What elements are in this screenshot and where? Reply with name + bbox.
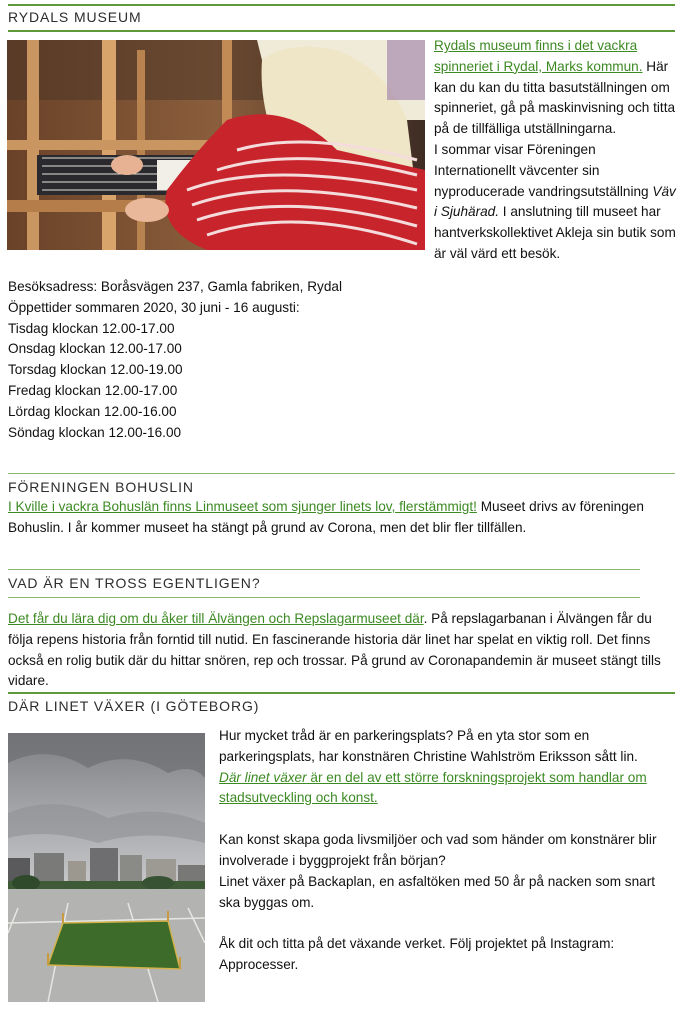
bohuslin-body: Museet drivs av föreningen Bohuslin. I år kommer museet ha stängt på grund av Corona, men det blir fler tillfällen. bbox=[8, 499, 644, 535]
hours-row: Fredag klockan 12.00-17.00 bbox=[8, 382, 178, 398]
hours-row: Onsdag klockan 12.00-17.00 bbox=[8, 341, 182, 357]
weaving-photo bbox=[7, 40, 425, 250]
heading-underline-tross bbox=[8, 597, 640, 598]
section-divider bbox=[8, 569, 640, 570]
opening-hours-title: Öppettider sommaren 2020, 30 juni - 16 augusti: bbox=[8, 299, 300, 315]
exhibition-text: I sommar visar Föreningen Internationellt vävcenter sin nyproducerade vandringsutställning bbox=[434, 141, 653, 199]
repslagarmuseet-link[interactable]: Det får du lära dig om du åker till Älvängen och Repslagarmuseet där bbox=[8, 611, 424, 626]
dar-linet-vaxer-link[interactable] bbox=[219, 770, 647, 806]
section-heading-linet: DÄR LINET VÄXER (I GÖTEBORG) bbox=[8, 698, 260, 714]
section-divider bbox=[8, 692, 675, 694]
parking-lot-photo bbox=[8, 733, 205, 1002]
rydals-intro-text: Här kan du kan du titta basutställningen om spinneriet, gå på maskinvisning och titta på de tillfälliga utställningarna. bbox=[434, 58, 676, 137]
linet-text bbox=[219, 726, 675, 976]
linet-intro: Hur mycket tråd är en parkeringsplats? På en yta stor som en parkeringsplats, har konstnären Christine Wahlström Eriksson sått lin. bbox=[219, 728, 638, 764]
section-heading-tross: VAD ÄR EN TROSS EGENTLIGEN? bbox=[8, 575, 261, 591]
hours-row: Söndag klockan 12.00-16.00 bbox=[8, 424, 182, 440]
linet-location: Linet växer på Backaplan, en asfaltöken med 50 år på nacken som snart ska byggas om. bbox=[219, 873, 656, 910]
tross-text bbox=[8, 609, 676, 692]
linmuseet-link[interactable]: I Kville i vackra Bohuslän finns Linmuseet som sjunger linets lov, flerstämmigt! bbox=[8, 499, 477, 514]
rydals-intro bbox=[434, 36, 676, 265]
linet-instagram: Åk dit och titta på det växande verket. Följ projektet på Instagram: Approcesser. bbox=[219, 936, 615, 973]
project-name: Där linet växer bbox=[219, 769, 307, 785]
exhibition-title: Väv i Sjuhärad. bbox=[434, 183, 676, 220]
hours-row: Torsdag klockan 12.00-19.00 bbox=[8, 362, 183, 378]
section-heading-bohuslin: FÖRENINGEN BOHUSLIN bbox=[8, 479, 194, 495]
rydals-museum-link[interactable]: Rydals museum finns i det vackra spinneriet i Rydal, Marks kommun. bbox=[434, 38, 643, 74]
section-heading-rydals: RYDALS MUSEUM bbox=[8, 9, 142, 25]
visit-address: Besöksadress: Boråsvägen 237, Gamla fabriken, Rydal bbox=[8, 279, 342, 294]
hours-row: Tisdag klockan 12.00-17.00 bbox=[8, 320, 175, 336]
section-top-rule bbox=[8, 4, 675, 6]
tross-body: . På repslagarbanan i Älvängen får du följa repens historia från forntid till nutid. En fascinerande historia där linet har spelat en viktig roll. Det finns också en rolig butik där du hittar snören, rep och trossar. På grund av Coronapandemin är museet stängt tills vidare. bbox=[8, 611, 661, 689]
heading-underline-rydals bbox=[8, 30, 675, 32]
bohuslin-text bbox=[8, 497, 670, 539]
section-divider bbox=[8, 473, 675, 474]
rydals-visit-info bbox=[8, 277, 668, 443]
hours-row: Lördag klockan 12.00-16.00 bbox=[8, 403, 177, 419]
project-link-text: är en del av ett större forskningsprojekt som handlar om stadsutveckling och konst. bbox=[219, 769, 647, 806]
exhibition-text-2: I anslutning till museet har hantverkskollektivet Akleja sin butik som är väl värd ett besök. bbox=[434, 204, 676, 261]
linet-question: Kan konst skapa goda livsmiljöer och vad som händer om konstnärer blir involverade i byggprojekt från början? bbox=[219, 832, 657, 868]
